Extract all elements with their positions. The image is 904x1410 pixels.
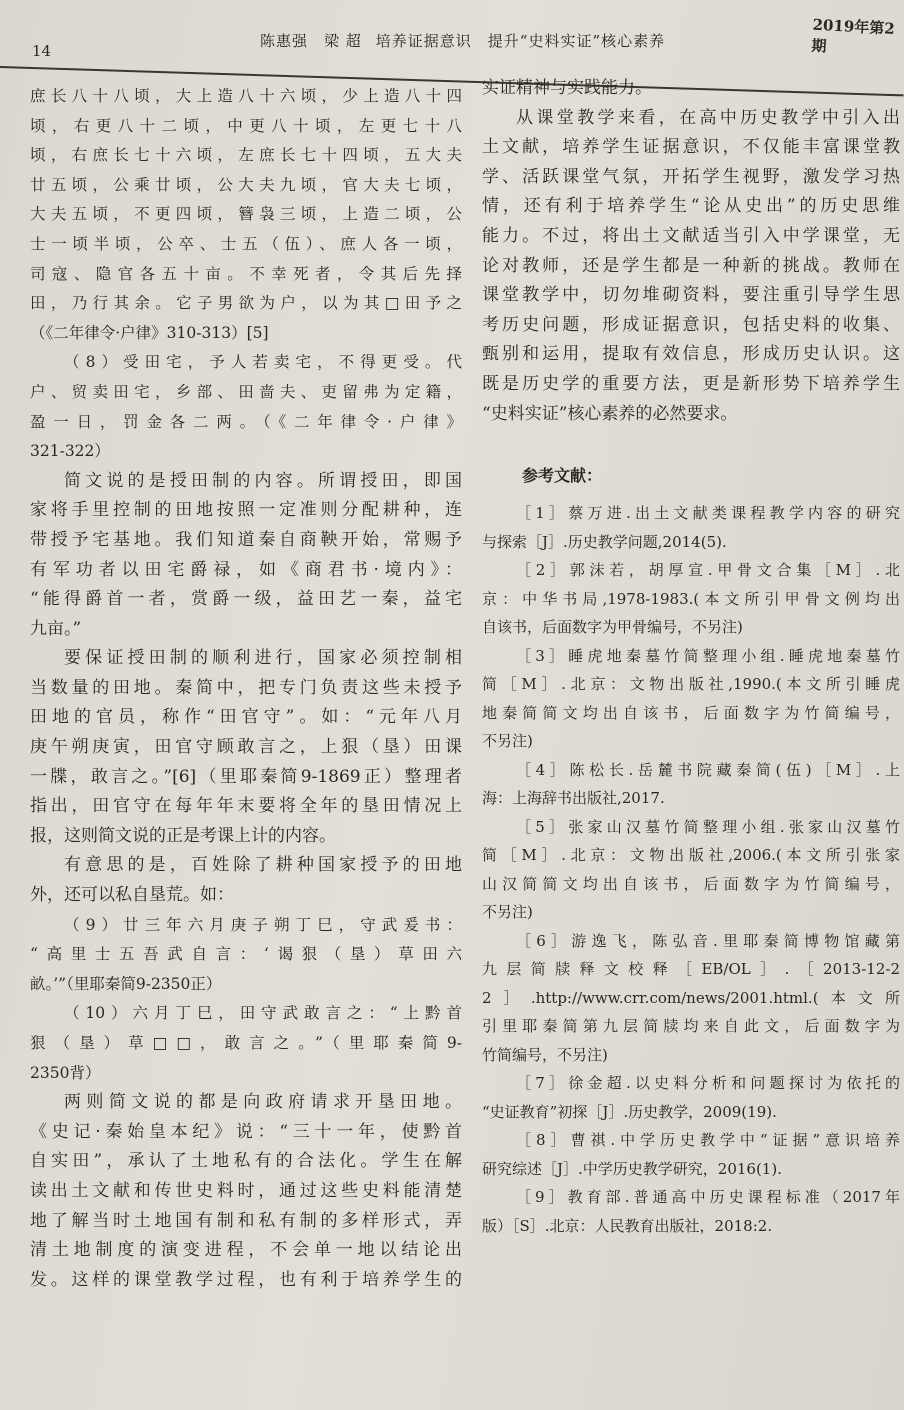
text-line: 庶长八十八顷，大上造八十六顷，少上造八十四: [30, 87, 462, 105]
text-line: 考历史问题，形成证据意识，包括史料的收集、: [482, 314, 900, 335]
right-column: [482, 74, 900, 1394]
page-number: 14: [32, 42, 52, 60]
text-line: 甄别和运用，提取有效信息，形成历史认识。这: [482, 344, 900, 365]
text-line: （《二年律令·户律》310-313）[5]: [30, 323, 269, 342]
text-line: 司寇、隐官各五十亩。不幸死者，令其后先择: [30, 264, 462, 283]
text-line: 土文献，培养学生证据意识，不仅能丰富课堂教: [482, 137, 900, 158]
reference-line: 研究综述［J］.中学历史教学研究，2016(1).: [482, 1159, 782, 1178]
text-line: 顷，右更八十二顷，中更八十顷，左更七十八: [30, 116, 462, 135]
text-line: 带授予宅基地。我们知道秦自商鞅开始，常赐予: [30, 529, 462, 550]
reference-line: 京：中华书局,1978-1983.(本文所引甲骨文例均出: [482, 589, 900, 608]
text-line: 要保证授田制的顺利进行，国家必须控制相: [64, 648, 462, 669]
text-line: “高里士五吾武自言：‘谒狠（垦）草田六: [30, 945, 462, 964]
text-line: 指出，田官守在每年年末要将全年的垦田情况上: [30, 796, 462, 817]
reference-line: 竹简编号，不另注): [482, 1045, 608, 1064]
text-line: 从课堂教学来看，在高中历史教学中引入出: [516, 107, 900, 128]
running-header: [0, 0, 904, 70]
text-line: 外，还可以私自垦荒。如：: [30, 885, 234, 906]
text-line: 户、贸卖田宅，乡部、田啬夫、吏留弗为定籍，: [30, 382, 462, 401]
text-line: 读出土文献和传世史料时，通过这些史料能清楚: [30, 1180, 462, 1201]
text-line: 田地的官员，称作“田官守”。如：“元年八月: [30, 707, 462, 728]
reference-line: 不另注): [482, 732, 533, 751]
text-line: 情，还有利于培养学生“论从史出”的历史思维: [482, 196, 900, 217]
reference-line: 简［M］.北京：文物出版社,1990.(本文所引睡虎: [482, 675, 900, 694]
text-line: 大夫五顷，不更四顷，簪袅三顷，上造二顷，公: [30, 205, 462, 224]
reference-line: ［3］睡虎地秦墓竹简整理小组.睡虎地秦墓竹: [516, 646, 900, 665]
text-line: 家将手里控制的田地按照一定准则分配耕种，连: [30, 500, 462, 521]
text-line: 两则简文说的都是向政府请求开垦田地。: [64, 1092, 462, 1113]
text-line: 士一顷半顷，公卒、士五（伍）、庶人各一顷，: [30, 234, 462, 253]
text-line: 庚午朔庚寅，田官守顾敢言之，上狠（垦）田课: [30, 737, 462, 758]
reference-line: ［1］蔡万进.出土文献类课程教学内容的研究: [516, 504, 900, 523]
text-line: “史料实证”核心素养的必然要求。: [482, 403, 738, 424]
text-line: （10）六月丁巳，田守武敢言之：“上黔首: [64, 1004, 462, 1023]
reference-line: 不另注): [482, 903, 533, 922]
text-line: 地了解当时土地国有制和私有制的多样形式，弄: [30, 1210, 462, 1231]
reference-line: 2］.http://www.crr.com/news/2001.html.(本文所: [482, 988, 900, 1007]
text-line: 盈一日，罚金各二两。（《二年律令·户律》: [30, 412, 462, 431]
reference-line: 版）［S］.北京：人民教育出版社，2018:2.: [482, 1216, 773, 1235]
reference-line: ［7］徐金超.以史料分析和问题探讨为依托的: [516, 1074, 900, 1093]
text-line: 报，这则简文说的正是考课上计的内容。: [30, 825, 336, 846]
text-line: 自实田”，承认了土地私有的合法化。学生在解: [30, 1151, 462, 1172]
reference-line: 与探索［J］.历史教学问题,2014(5).: [482, 532, 727, 551]
text-line: 学、活跃课堂气氛，开拓学生视野，激发学习热: [482, 166, 900, 187]
text-line: 狠（垦）草□□，敢言之。”（里耶秦简9-: [30, 1034, 462, 1052]
text-line: 321-322）: [30, 442, 110, 461]
text-line: 既是历史学的重要方法，更是新形势下培养学生: [482, 373, 900, 394]
header-title: 培养证据意识 提升“史料实证”核心素养: [375, 32, 666, 50]
text-line: 2350背）: [30, 1063, 101, 1082]
text-line: 九亩。”: [30, 618, 82, 639]
text-line: 《史记·秦始皇本纪》说：“三十一年，使黔首: [30, 1121, 462, 1142]
reference-line: ［2］郭沫若，胡厚宣.甲骨文合集［M］.北: [516, 561, 900, 580]
reference-line: 地秦简简文均出自该书，后面数字为竹简编号，: [482, 703, 900, 722]
text-line: 简文说的是授田制的内容。所谓授田，即国: [64, 470, 462, 491]
text-line: 畝。’”（里耶秦简9-2350正）: [30, 974, 222, 993]
reference-line: ［6］游逸飞，陈弘音.里耶秦简博物馆藏第: [516, 931, 900, 950]
text-line: 有意思的是，百姓除了耕种国家授予的田地: [64, 855, 462, 876]
issue-label: 2019年第2期: [811, 15, 896, 56]
text-line: 论对教师，还是学生都是一种新的挑战。教师在: [482, 255, 900, 276]
text-line: 有军功者以田宅爵禄，如《商君书·境内》：: [30, 559, 462, 580]
text-line: 能力。不过，将出土文献适当引入中学课堂，无: [482, 225, 900, 246]
text-line: 廿五顷，公乘廿顷，公大夫九顷，官大夫七顷，: [30, 175, 462, 194]
right-column-body: [482, 74, 900, 429]
reference-line: 山汉简简文均出自该书，后面数字为竹简编号，: [482, 874, 900, 893]
header-authors: 陈惠强 梁 超: [260, 32, 362, 50]
reference-line: 自该书，后面数字为甲骨编号，不另注): [482, 618, 743, 637]
text-line: 顷，右庶长七十六顷，左庶长七十四顷，五大夫: [30, 146, 462, 165]
references-list: [482, 499, 900, 1240]
reference-line: “史证教育”初探［J］.历史教学，2009(19).: [482, 1102, 777, 1121]
text-line: （8）受田宅，予人若卖宅，不得更受。代: [64, 353, 462, 372]
left-column: [30, 82, 462, 1402]
reference-line: 九层简牍释文校释［EB/OL］.［2013-12-2: [482, 960, 900, 979]
reference-line: 海：上海辞书出版社,2017.: [482, 789, 665, 808]
reference-line: ［5］张家山汉墓竹简整理小组.张家山汉墓竹: [516, 817, 900, 836]
reference-line: ［8］曹祺.中学历史教学中“证据”意识培养: [516, 1131, 900, 1150]
text-line: 田，乃行其余。它子男欲为户，以为其□田予之: [30, 294, 462, 313]
reference-line: 简［M］.北京：文物出版社,2006.(本文所引张家: [482, 846, 900, 865]
reference-line: ［9］教育部.普通高中历史课程标准（2017年: [516, 1188, 900, 1207]
text-line: 当数量的田地。秦简中，把专门负责这些未授予: [30, 677, 462, 698]
text-line: “能得爵首一者，赏爵一级，益田艺一秦，益宅: [30, 589, 462, 610]
reference-line: ［4］陈松长.岳麓书院藏秦简(伍)［M］.上: [516, 760, 900, 779]
text-line: 实证精神与实践能力。: [482, 78, 652, 98]
text-line: 清土地制度的演变进程，不会单一地以结论出: [30, 1240, 462, 1261]
running-title: [260, 30, 679, 51]
text-line: 课堂教学中，切勿堆砌资料，要注重引导学生思: [482, 285, 900, 306]
references-heading: 参考文献：: [522, 466, 603, 486]
reference-line: 引里耶秦简第九层简牍均来自此文，后面数字为: [482, 1017, 900, 1036]
text-line: （9）廿三年六月庚子朔丁巳，守武爰书：: [64, 915, 462, 934]
text-line: 一牒，敢言之。”[6]（里耶秦简9-1869正）整理者: [30, 766, 462, 787]
text-line: 发。这样的课堂教学过程，也有利于培养学生的: [30, 1269, 462, 1290]
